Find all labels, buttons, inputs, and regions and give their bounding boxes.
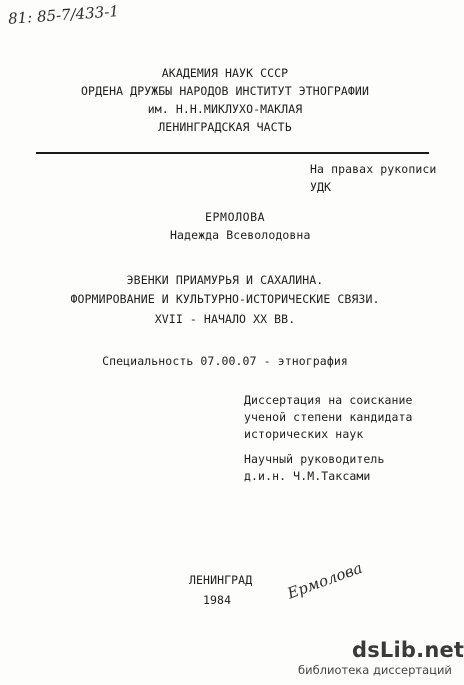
watermark [352, 638, 464, 662]
manuscript-rights: На правах рукописи [310, 162, 437, 176]
title-line-2: ФОРМИРОВАНИЕ И КУЛЬТУРНО-ИСТОРИЧЕСКИЕ СВЯЗИ. [70, 292, 380, 306]
udk-label: УДК [310, 180, 332, 194]
header-line-academy: АКАДЕМИЯ НАУК СССР [161, 66, 289, 80]
author-given-names: Надежда Всеволодовна [170, 228, 311, 242]
specialty: Специальность 07.00.07 - этнография [102, 354, 348, 368]
header-divider [36, 152, 429, 154]
year: 1984 [203, 593, 232, 607]
dissertation-line-1: Диссертация на соискание [244, 393, 413, 407]
author-surname: ЕРМОЛОВА [205, 210, 266, 224]
header-line-named: им. Н.Н.МИКЛУХО-МАКЛАЯ [147, 102, 303, 116]
watermark-logo [352, 638, 464, 662]
header-line-branch: ЛЕНИНГРАДСКАЯ ЧАСТЬ [158, 120, 292, 134]
dissertation-line-3: исторических наук [244, 427, 364, 441]
signature-text: Ермолова [284, 558, 365, 603]
dissertation-line-2: ученой степени кандидата [244, 410, 413, 424]
city: ЛЕНИНГРАД [189, 573, 253, 587]
title-line-3: XVII - НАЧАЛО XX ВВ. [154, 312, 296, 326]
supervisor-name: д.и.н. Ч.М.Таксами [244, 469, 371, 483]
title-line-1: ЭВЕНКИ ПРИАМУРЬЯ И САХАЛИНА. [126, 273, 324, 287]
header-line-institute: ОРДЕНА ДРУЖБЫ НАРОДОВ ИНСТИТУТ ЭТНОГРАФИИ [81, 84, 369, 98]
handwritten-catalog-note: 81: 85-7/433-1 [7, 2, 120, 28]
watermark-logo-text: dsLib.net [352, 638, 464, 662]
watermark-caption: библиотека диссертаций [298, 663, 452, 677]
supervisor-title: Научный руководитель [244, 452, 385, 466]
author-signature [285, 559, 365, 603]
